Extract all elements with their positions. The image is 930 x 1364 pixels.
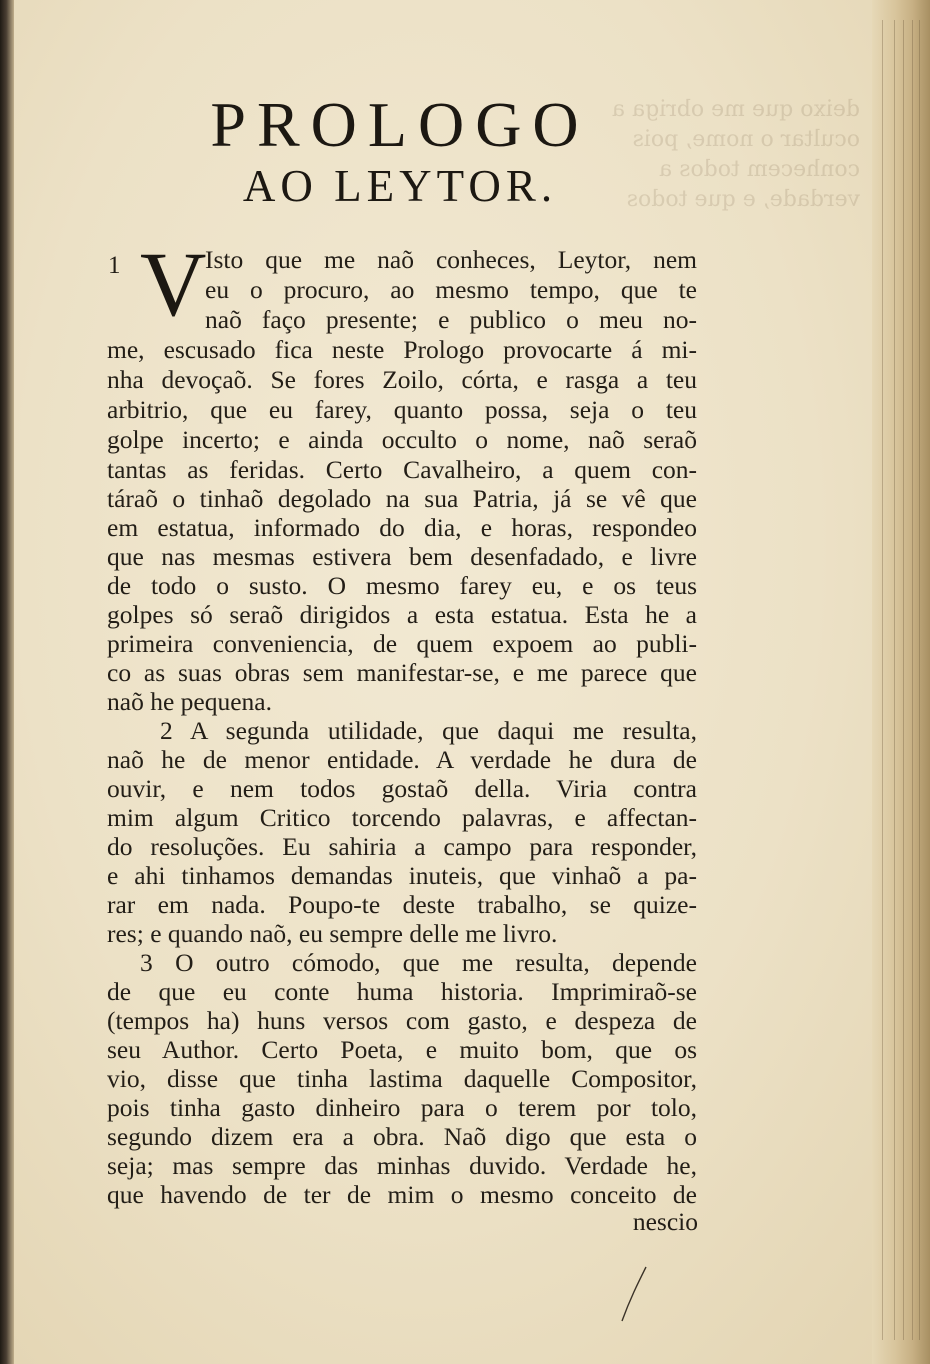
- text-line: primeira conveniencia, de quem expoem ao publi-: [107, 629, 697, 658]
- text-line: naõ he de menor entidade. A verdade he dura de: [107, 745, 697, 774]
- text-line: naõ faço presente; e publico o meu no-: [205, 305, 697, 334]
- page-edges: [872, 0, 930, 1364]
- text-line: em estatua, informado do dia, e horas, respondeo: [107, 513, 697, 542]
- text-line: arbitrio, que eu farey, quanto possa, seja o teu: [107, 395, 697, 424]
- text-line: seu Author. Certo Poeta, e muito bom, que os: [107, 1035, 697, 1064]
- show-through-text: deixo que me obriga a ocultar o nome, pois conhecem todos a verdade, e que todos: [611, 97, 860, 212]
- catchword: nescio: [632, 1207, 698, 1236]
- text-line: de que eu conte huma historia. Imprimiraõ-se: [107, 977, 697, 1006]
- drop-cap: V: [140, 233, 207, 335]
- text-line: 2 A segunda utilidade, que daqui me resulta,: [160, 716, 697, 745]
- text-line: mim algum Critico torcendo palavras, e affectan-: [107, 803, 697, 832]
- text-line: 3 O outro cómodo, que me resulta, depende: [140, 948, 697, 977]
- text-line: ouvir, e nem todos gostaõ della. Viria contra: [107, 774, 697, 803]
- text-line: res; e quando naõ, eu sempre delle me livro.: [107, 919, 558, 948]
- text-line: rar em nada. Poupo-te deste trabalho, se quize-: [107, 890, 697, 919]
- text-line: seja; mas sempre das minhas duvido. Verdade he,: [107, 1151, 697, 1180]
- text-line: que havendo de ter de mim o mesmo conceito de: [107, 1180, 697, 1209]
- text-line: eu o procuro, ao mesmo tempo, que te: [205, 275, 697, 304]
- pen-stroke-mark: [616, 1265, 656, 1325]
- text-line: tantas as feridas. Certo Cavalheiro, a quem con-: [107, 455, 697, 484]
- text-line: e ahi tinhamos demandas inuteis, que vinhaõ a pa-: [107, 861, 697, 890]
- text-line: (tempos ha) huns versos com gasto, e despeza de: [107, 1006, 697, 1035]
- page-title: PROLOGO: [210, 89, 590, 160]
- text-line: vio, disse que tinha lastima daquelle Compositor,: [107, 1064, 697, 1093]
- text-line: de todo o susto. O mesmo farey eu, e os teus: [107, 571, 697, 600]
- text-line: pois tinha gasto dinheiro para o terem por tolo,: [107, 1093, 697, 1122]
- text-line: co as suas obras sem manifestar-se, e me parece que: [107, 658, 697, 687]
- text-line: do resoluções. Eu sahiria a campo para responder,: [107, 832, 697, 861]
- text-line: me, escusado fica neste Prologo provocarte á mi-: [107, 335, 697, 364]
- text-line: táraõ o tinhaõ degolado na sua Patria, já se vê que: [107, 484, 697, 513]
- paragraph-number: 1: [108, 252, 121, 279]
- text-line: golpe incerto; e ainda occulto o nome, naõ seraõ: [107, 425, 697, 454]
- page-subtitle: AO LEYTOR.: [242, 161, 558, 211]
- text-line: Isto que me naõ conheces, Leytor, nem: [205, 245, 697, 274]
- text-line: nha devoçaõ. Se fores Zoilo, córta, e rasga a teu: [107, 365, 697, 394]
- text-line: segundo dizem era a obra. Naõ digo que esta o: [107, 1122, 697, 1151]
- text-line: naõ he pequena.: [107, 687, 272, 716]
- text-line: golpes só seraõ dirigidos a esta estatua. Esta he a: [107, 600, 697, 629]
- book-gutter: [0, 0, 14, 1364]
- text-line: que nas mesmas estivera bem desenfadado, e livre: [107, 542, 697, 571]
